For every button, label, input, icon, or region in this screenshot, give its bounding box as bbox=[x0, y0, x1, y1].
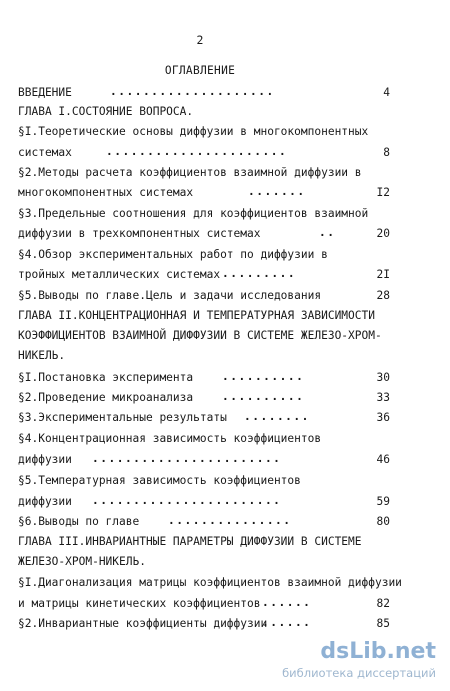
toc-entry-page: 4 bbox=[383, 86, 390, 99]
toc-entry-text: §5.Выводы по главе.Цель и задачи исследования bbox=[18, 289, 322, 302]
toc-entry-text: ГЛАВА III.ИНВАРИАНТНЫЕ ПАРАМЕТРЫ ДИФФУЗИИ В СИСТЕМЕ bbox=[18, 535, 362, 548]
toc-entry-text: §5.Температурная зависимость коэффициентов bbox=[18, 474, 301, 487]
toc-entry-page: 8 bbox=[383, 146, 390, 159]
toc-leader-dots: ....................... bbox=[92, 494, 282, 507]
toc-entry-page: 85 bbox=[376, 617, 390, 630]
toc-entry-text: КОЭФФИЦИЕНТОВ ВЗАИМНОЙ ДИФФУЗИИ В СИСТЕМЕ ЖЕЛЕЗО-ХРОМ- bbox=[18, 329, 382, 342]
toc-entry-page: 82 bbox=[376, 597, 390, 610]
toc-leader-dots: ....................... bbox=[92, 452, 282, 465]
toc-leader-dots: ....... bbox=[248, 185, 306, 198]
toc-leader-dots: ...... bbox=[262, 596, 312, 609]
toc-entry-text: и матрицы кинетических коэффициентов bbox=[18, 597, 261, 610]
toc-leader-dots: .......... bbox=[222, 390, 305, 403]
toc-entry-text: ГЛАВА II.КОНЦЕНТРАЦИОННАЯ И ТЕМПЕРАТУРНАЯ ЗАВИСИМОСТИ bbox=[18, 309, 375, 322]
toc-entry-text: тройных металлических системах bbox=[18, 268, 221, 281]
toc-entry-page: I2 bbox=[376, 186, 390, 199]
toc-heading: ОГЛАВЛЕНИЕ bbox=[164, 64, 236, 77]
toc-leader-dots: ...... bbox=[262, 616, 312, 629]
toc-entry-text: §4.Концентрационная зависимость коэффициентов bbox=[18, 432, 322, 445]
toc-entry-page: 36 bbox=[376, 411, 390, 424]
toc-entry-text: системах bbox=[18, 146, 72, 159]
toc-entry-page: 28 bbox=[376, 289, 390, 302]
toc-entry-text: §I.Теоретические основы диффузии в многокомпонентных bbox=[18, 125, 369, 138]
toc-entry-page: 2I bbox=[376, 268, 390, 281]
watermark-logo: dsLib.net bbox=[320, 639, 436, 664]
toc-entry-page: 59 bbox=[376, 495, 390, 508]
toc-leader-dots: ...................... bbox=[106, 145, 288, 158]
toc-entry-page: 33 bbox=[376, 391, 390, 404]
toc-entry-text: §6.Выводы по главе bbox=[18, 515, 140, 528]
page-number: 2 bbox=[196, 33, 204, 47]
toc-entry-text: НИКЕЛЬ. bbox=[18, 349, 66, 362]
toc-leader-dots: .................... bbox=[110, 85, 275, 98]
toc-entry-text: §3.Предельные соотношения для коэффициентов взаимной bbox=[18, 207, 369, 220]
toc-entry-text: ВВЕДЕНИЕ bbox=[18, 86, 72, 99]
toc-leader-dots: .......... bbox=[222, 370, 305, 383]
toc-entry-text: диффузии в трехкомпонентных системах bbox=[18, 227, 261, 240]
toc-entry-text: ГЛАВА I.СОСТОЯНИЕ ВОПРОСА. bbox=[18, 105, 194, 118]
toc-entry-text: диффузии bbox=[18, 495, 72, 508]
toc-leader-dots: ......... bbox=[222, 267, 297, 280]
toc-entry-text: §2.Инвариантные коэффициенты диффузии bbox=[18, 617, 268, 630]
toc-entry-text: §2.Методы расчета коэффициентов взаимной диффузии в bbox=[18, 166, 362, 179]
toc-entry-page: 30 bbox=[376, 371, 390, 384]
toc-entry-text: §I.Диагонализация матрицы коэффициентов взаимной диффузии bbox=[18, 576, 402, 589]
toc-entry-page: 46 bbox=[376, 453, 390, 466]
toc-entry-text: §3.Экспериментальные результаты bbox=[18, 411, 227, 424]
toc-entry-text: §2.Проведение микроанализа bbox=[18, 391, 194, 404]
toc-entry-text: ЖЕЛЕЗО-ХРОМ-НИКЕЛЬ. bbox=[18, 555, 146, 568]
toc-leader-dots: .. bbox=[319, 226, 336, 239]
toc-leader-dots: ........ bbox=[244, 410, 310, 423]
toc-entry-page: 80 bbox=[376, 515, 390, 528]
watermark bbox=[246, 639, 436, 683]
toc-entry-text: диффузии bbox=[18, 453, 72, 466]
toc-entry-text: §I.Постановка эксперимента bbox=[18, 371, 194, 384]
watermark-subtitle: библиотека диссертаций bbox=[282, 666, 436, 680]
toc-entry-text: §4.Обзор экспериментальных работ по диффузии в bbox=[18, 248, 328, 261]
toc-leader-dots: ............... bbox=[168, 514, 292, 527]
toc-entry-text: многокомпонентных системах bbox=[18, 186, 194, 199]
toc-entry-page: 20 bbox=[376, 227, 390, 240]
